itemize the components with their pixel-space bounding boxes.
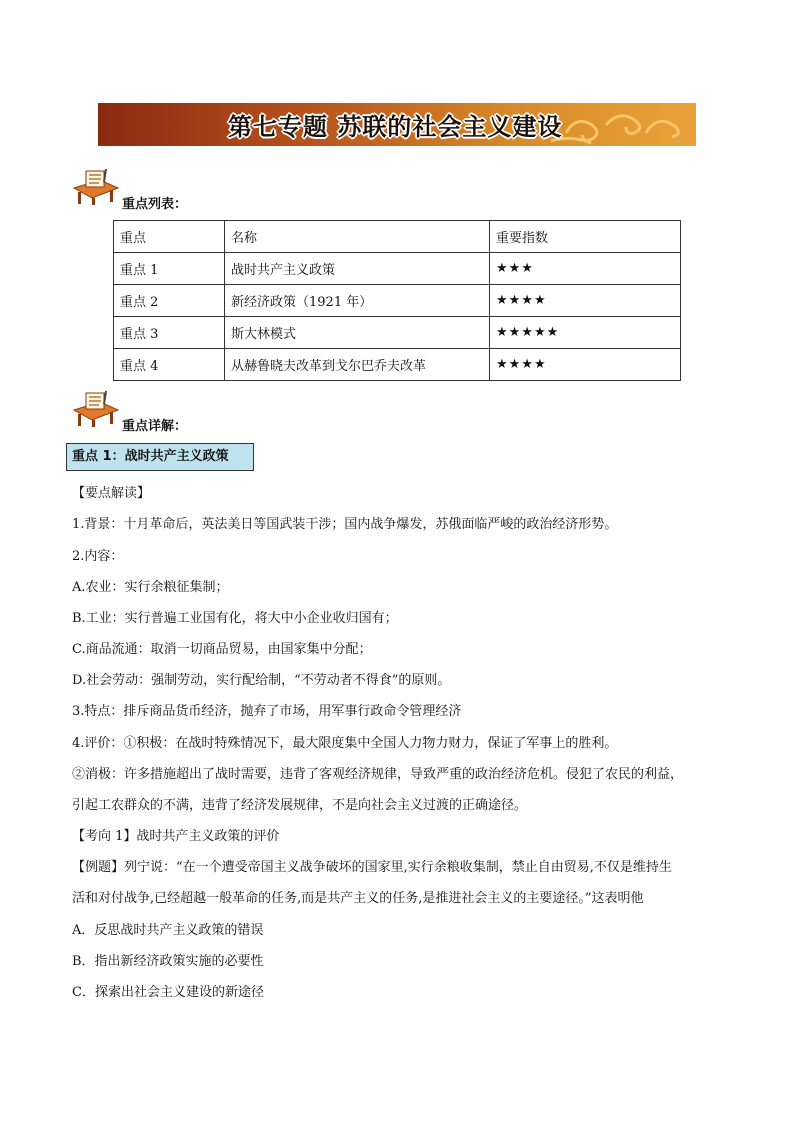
table-cell: 斯大林模式: [225, 317, 490, 349]
content-line: A.农业：实行余粮征集制；: [72, 580, 229, 595]
answer-option: C．探索出社会主义建设的新途径: [72, 985, 264, 1000]
importance-stars: ★★★★★: [490, 317, 681, 349]
content-line: ②消极：许多措施超出了战时需要，违背了客观经济规律，导致严重的政治经济危机。侵犯了农民的利益，: [72, 767, 684, 782]
table-cell: 新经济政策（1921 年）: [225, 285, 490, 317]
cloud-swirl-decoration: [546, 103, 696, 146]
importance-stars: ★★★★: [490, 285, 681, 317]
table-cell: 重点 1: [114, 253, 225, 285]
content-line: D.社会劳动：强制劳动，实行配给制，“不劳动者不得食”的原则。: [72, 673, 451, 688]
content-line: 4.评价：①积极：在战时特殊情况下，最大限度集中全国人力物力财力，保证了军事上的胜利。: [72, 736, 618, 751]
table-header: 重要指数: [490, 221, 681, 253]
desk-scroll-icon: [70, 388, 120, 428]
table-row: [114, 285, 681, 317]
answer-option: A．反思战时共产主义政策的错误: [72, 923, 264, 938]
table-cell: 重点 3: [114, 317, 225, 349]
table-cell: 从赫鲁晓夫改革到戈尔巴乔夫改革: [225, 349, 490, 381]
content-line: 【要点解读】: [72, 486, 151, 501]
table-header: 名称: [225, 221, 490, 253]
table-cell: 重点 2: [114, 285, 225, 317]
content-line: 引起工农群众的不满，违背了经济发展规律，不是向社会主义过渡的正确途径。: [72, 798, 528, 813]
topic-heading: 重点 1：战时共产主义政策: [66, 443, 254, 471]
section-title-detail: 重点详解：: [122, 419, 188, 434]
key-points-table: [113, 220, 681, 381]
table-header-row: [114, 221, 681, 253]
table-row: [114, 253, 681, 285]
content-line: 【考向 1】战时共产主义政策的评价: [72, 829, 280, 844]
content-line: 1.背景：十月革命后，英法美日等国武装干涉；国内战争爆发，苏俄面临严峻的政治经济形势。: [72, 517, 618, 532]
table-row: [114, 349, 681, 381]
importance-stars: ★★★★: [490, 349, 681, 381]
table-header: 重点: [114, 221, 225, 253]
desk-scroll-icon: [70, 166, 120, 206]
section-title-list: 重点列表：: [122, 197, 188, 212]
title-banner: [98, 103, 696, 146]
content-line: 活和对付战争,已经超越一般革命的任务,而是共产主义的任务,是推进社会主义的主要途径。”这表明他: [72, 891, 644, 906]
page-title: 第七专题 苏联的社会主义建设: [228, 113, 563, 141]
content-line: C.商品流通：取消一切商品贸易，由国家集中分配；: [72, 642, 372, 657]
table-row: [114, 317, 681, 349]
table-cell: 战时共产主义政策: [225, 253, 490, 285]
table-cell: 重点 4: [114, 349, 225, 381]
content-line: 【例题】列宁说：“在一个遭受帝国主义战争破坏的国家里,实行余粮收集制，禁止自由贸易,不仅是维持生: [72, 860, 672, 875]
answer-option: B．指出新经济政策实施的必要性: [72, 954, 264, 969]
content-line: 2.内容：: [72, 549, 124, 564]
content-line: 3.特点：排斥商品货币经济，抛弃了市场，用军事行政命令管理经济: [72, 704, 462, 719]
content-line: B.工业：实行普遍工业国有化，将大中小企业收归国有；: [72, 611, 398, 626]
importance-stars: ★★★: [490, 253, 681, 285]
